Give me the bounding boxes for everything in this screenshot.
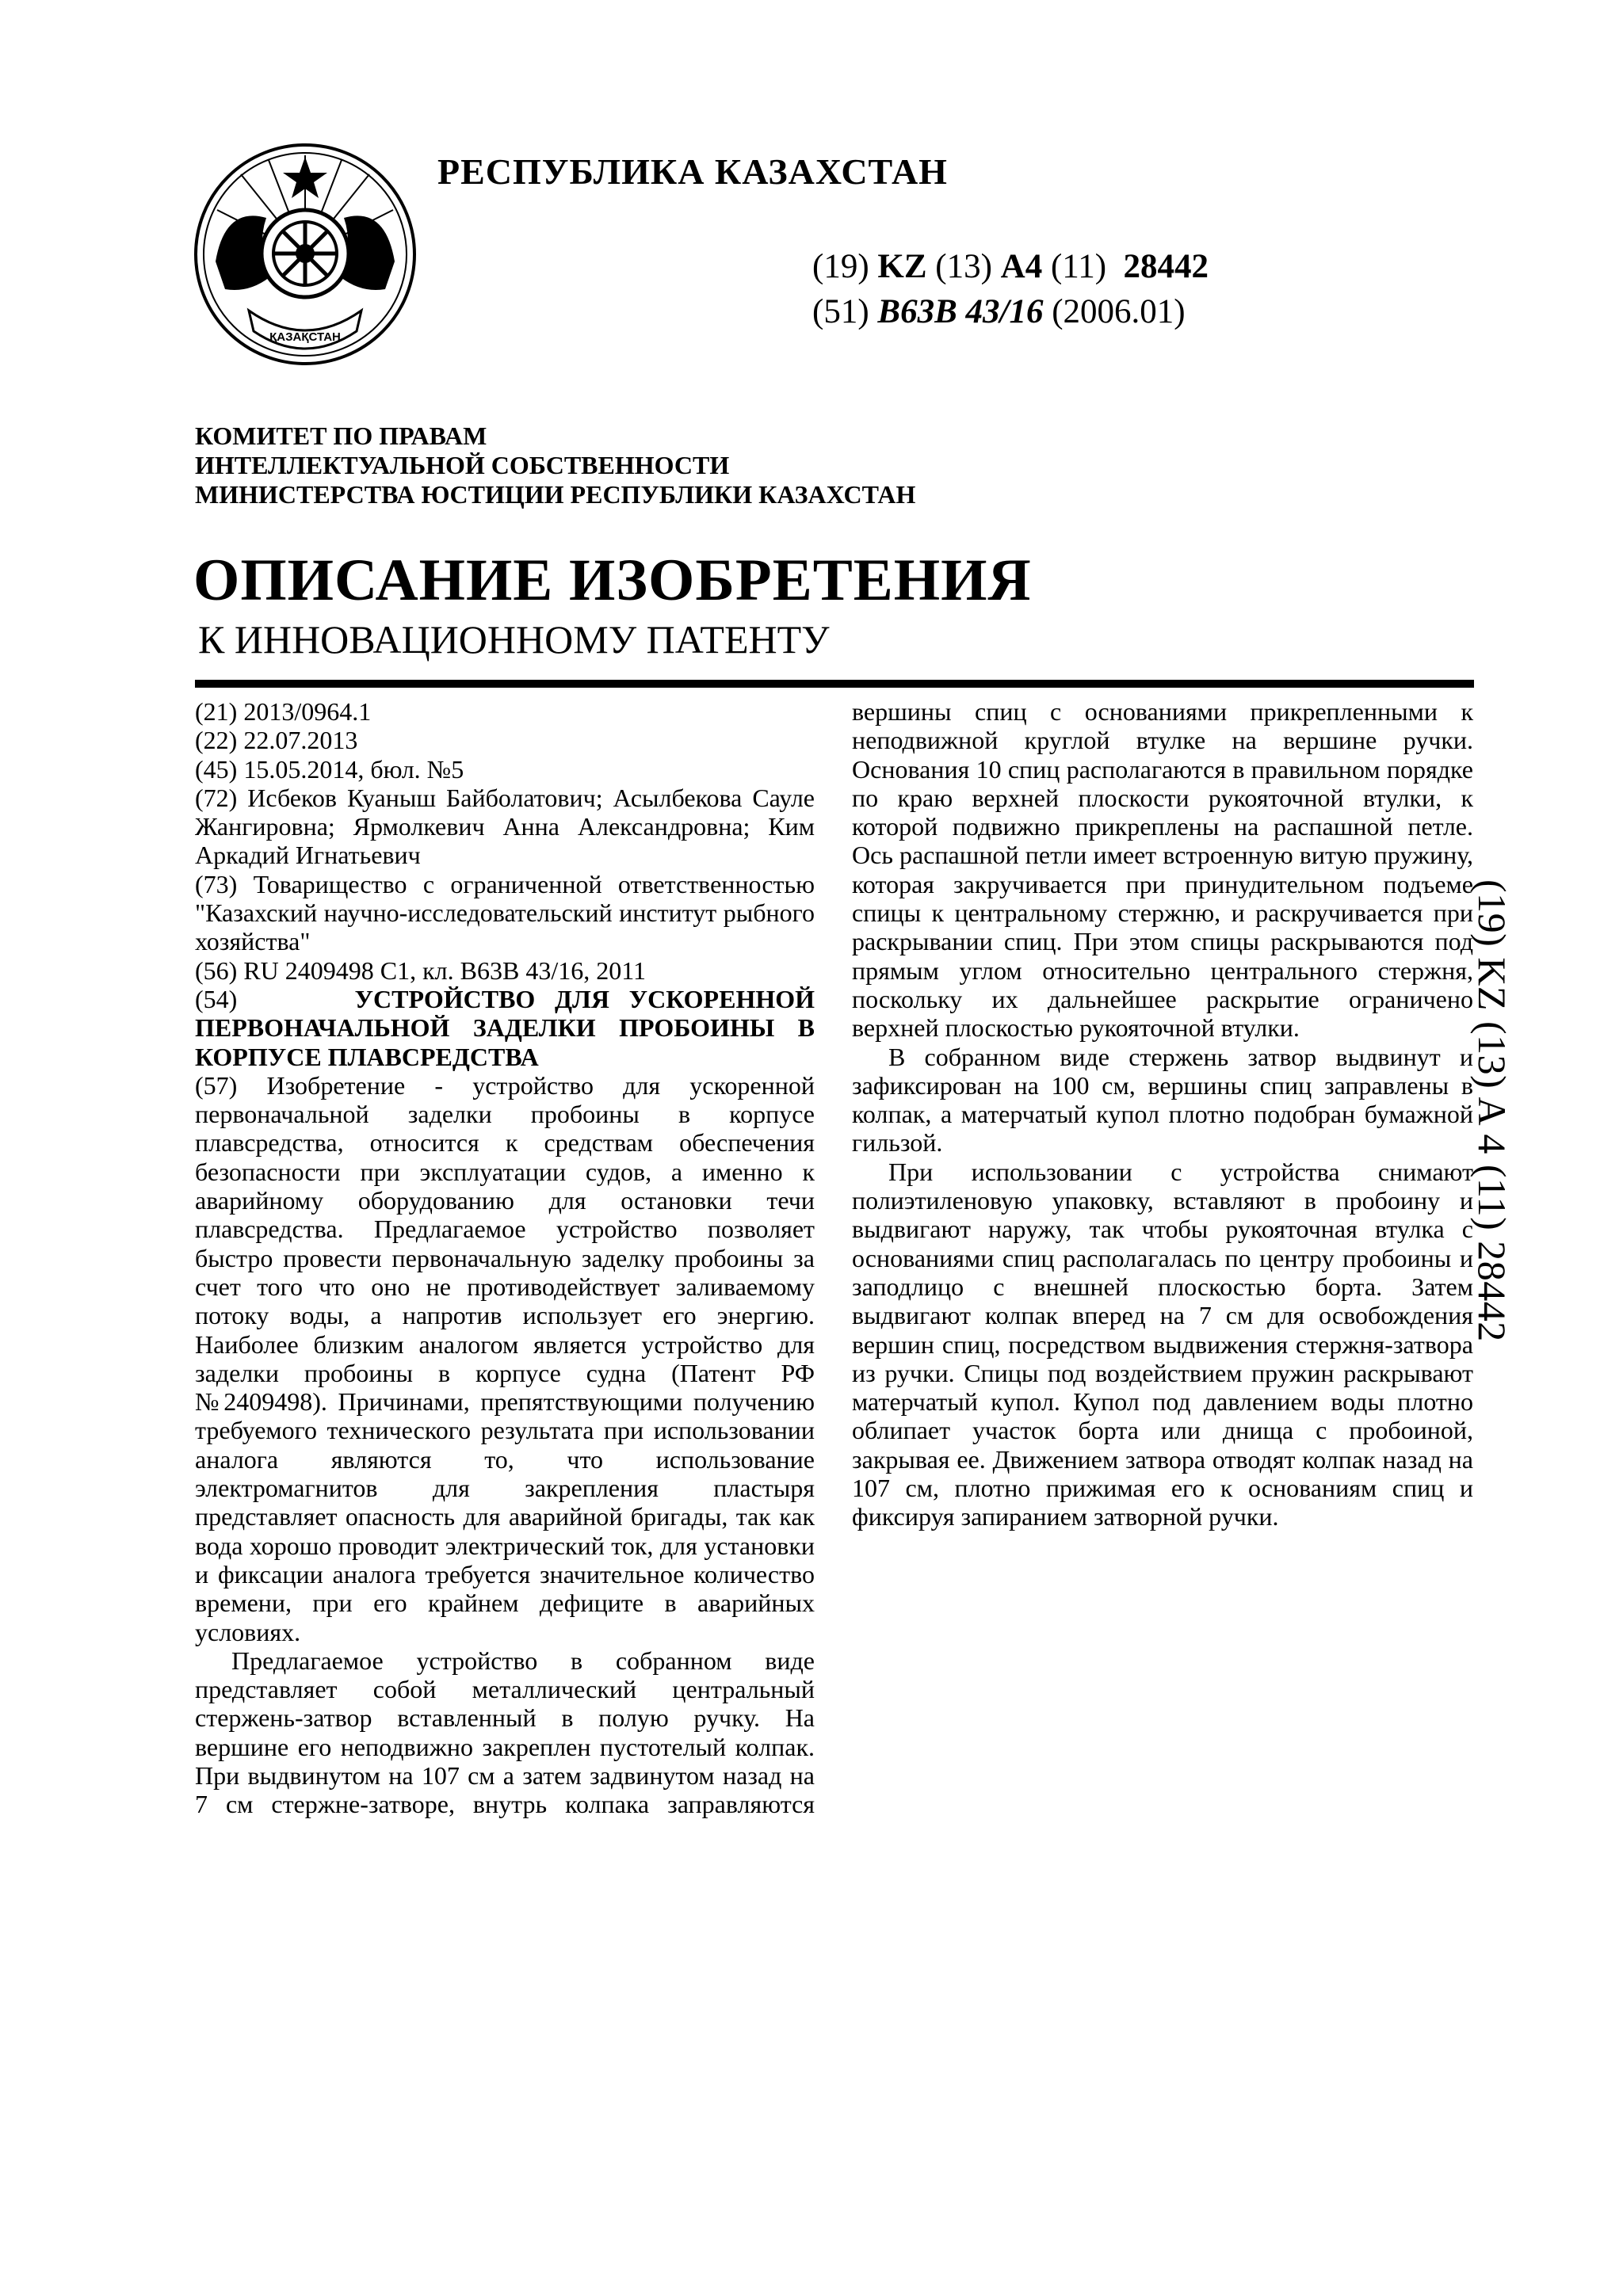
device-description-continued: вершины спиц с основаниями прикрепленными к неподвижной круглой втулке на вершине ручки. Основания 10 спиц располагаются в правильном порядке по краю верхней плоскости рукояточной втулки, к которой подвижно прикреплены на распашной петле. Ось распашной петли имеет встроенную витую пружину, которая закручивается при принудительном подъеме спицы к центральному стержню, и раскручивается при раскрывании спиц. При этом спицы раскрываются под прямым углом относительно центрального стержня, поскольку их дальнейшее раскрытие ограничено верхней плоскостью рукояточной втулки. [852, 697, 1473, 1043]
code-19: (19) [812, 248, 869, 285]
code-11: (11) [1050, 248, 1107, 285]
field-54 [195, 985, 815, 1071]
field-21: (21) 2013/0964.1 [195, 697, 372, 726]
committee-line-1: КОМИТЕТ ПО ПРАВАМ [195, 421, 487, 450]
abstract-paragraph: (57) Изобретение - устройство для ускоренной первоначальной заделки пробоины в корпусе плавсредства, относится к средствам обеспечения безопасности при эксплуатации судов, а именно к аварийному оборудованию для остановки течи плавсредства. Предлагаемое устройство позволяет быстро провести первоначальную заделку пробоины за счет того что оно не противодействует заливаемому потоку воды, а напротив использует его энергию. Наиболее близким аналогом является устройство для заделки пробоины в корпусе судна (Патент РФ №2409498). Причинами, препятствующими получению требуемого технического результата при использовании аналога являются то, что использование электромагнитов для закрепления пластыря представляет опасность для аварийной бригады, так как вода хорошо проводит электрический ток, для установки и фиксации аналога требуется значительное количество времени, при его крайнем дефиците в аварийных условиях. [195, 1070, 815, 1646]
ipc-version: (2006.01) [1052, 293, 1186, 330]
emblem-ribbon-text: ҚАЗАҚСТАН [269, 330, 341, 344]
title-rule [195, 680, 1474, 688]
code-13: (13) [935, 248, 992, 285]
patent-codes [812, 244, 1209, 334]
field-22: (22) 22.07.2013 [195, 726, 358, 755]
bibliographic-data [195, 697, 815, 1071]
committee-line-3: МИНИСТЕРСТВА ЮСТИЦИИ РЕСПУБЛИКИ КАЗАХСТАН [195, 480, 916, 509]
invention-title: УСТРОЙСТВО ДЛЯ УСКОРЕННОЙ ПЕРВОНАЧАЛЬНОЙ ЗАДЕЛКИ ПРОБОИНЫ В КОРПУСЕ ПЛАВСРЕДСТВА [195, 984, 815, 1071]
ipc-class: B63B 43/16 [877, 293, 1044, 330]
field-54-number: (54) [195, 984, 238, 1013]
kind-code: A4 [1000, 248, 1043, 285]
code-line-2 [812, 289, 1209, 334]
country-name: РЕСПУБЛИКА КАЗАХСТАН [437, 151, 948, 192]
code-51: (51) [812, 293, 869, 330]
right-column [852, 697, 1473, 1531]
document-title: ОПИСАНИЕ ИЗОБРЕТЕНИЯ [193, 547, 1032, 613]
field-73-owner: (73) Товарищество с ограниченной ответственностью "Казахский научно-исследовательский институт рыбного хозяйства" [195, 869, 815, 956]
state-emblem [193, 143, 417, 366]
assembled-paragraph: В собранном виде стержень затвор выдвинут и зафиксирован на 100 см, вершины спиц заправлены в колпак, а матерчатый купол плотно подобран бумажной гильзой. [852, 1042, 1473, 1158]
patent-number: 28442 [1123, 248, 1209, 285]
field-45: (45) 15.05.2014, бюл. №5 [195, 754, 464, 784]
field-56-references: (56) RU 2409498 C1, кл. B63B 43/16, 2011 [195, 955, 647, 985]
country-code: KZ [877, 248, 927, 285]
device-description-paragraph: Предлагаемое устройство в собранном виде представляет собой металлический центральный стержень-затвор вставленный в полую ручку. На вершине его неподвижно закреплен пустотелый колпак. При выдвинутом на 107 см а затем задвинутом назад на 7 см стержне-затворе, внутрь колпака заправляются [195, 1646, 815, 1819]
side-patent-code: (19) KZ (13) A 4 (11) 28442 [1470, 879, 1514, 1342]
usage-paragraph: При использовании с устройства снимают полиэтиленовую упаковку, вставляют в пробоину и выдвигают наружу, так чтобы рукояточная втулка с основаниями спиц располагалась по центру пробоины и заподлицо с внешней плоскостью борта. Затем выдвигают колпак вперед на 7 см для освобождения вершин спиц, посредством выдвижения стержня-затвора из ручки. Спицы под воздействием пружин раскрывают матерчатый купол. Купол под давлением воды плотно облипает участок борта или днища с пробоиной, закрывая ее. Движением затвора отводят колпак назад на 107 см, плотно прижимая его к основаниям спиц и фиксируя запиранием затворной ручки. [852, 1157, 1473, 1531]
committee-name [195, 421, 915, 509]
field-72-inventors: (72) Исбеков Куаныш Байболатович; Асылбекова Сауле Жангировна; Ярмолкевич Анна Александровна; Ким Аркадий Игнатьевич [195, 783, 815, 870]
left-column [195, 697, 815, 1819]
committee-line-2: ИНТЕЛЛЕКТУАЛЬНОЙ СОБСТВЕННОСТИ [195, 451, 730, 479]
code-line-1 [812, 244, 1209, 289]
document-subtitle: К ИННОВАЦИОННОМУ ПАТЕНТУ [198, 617, 830, 662]
